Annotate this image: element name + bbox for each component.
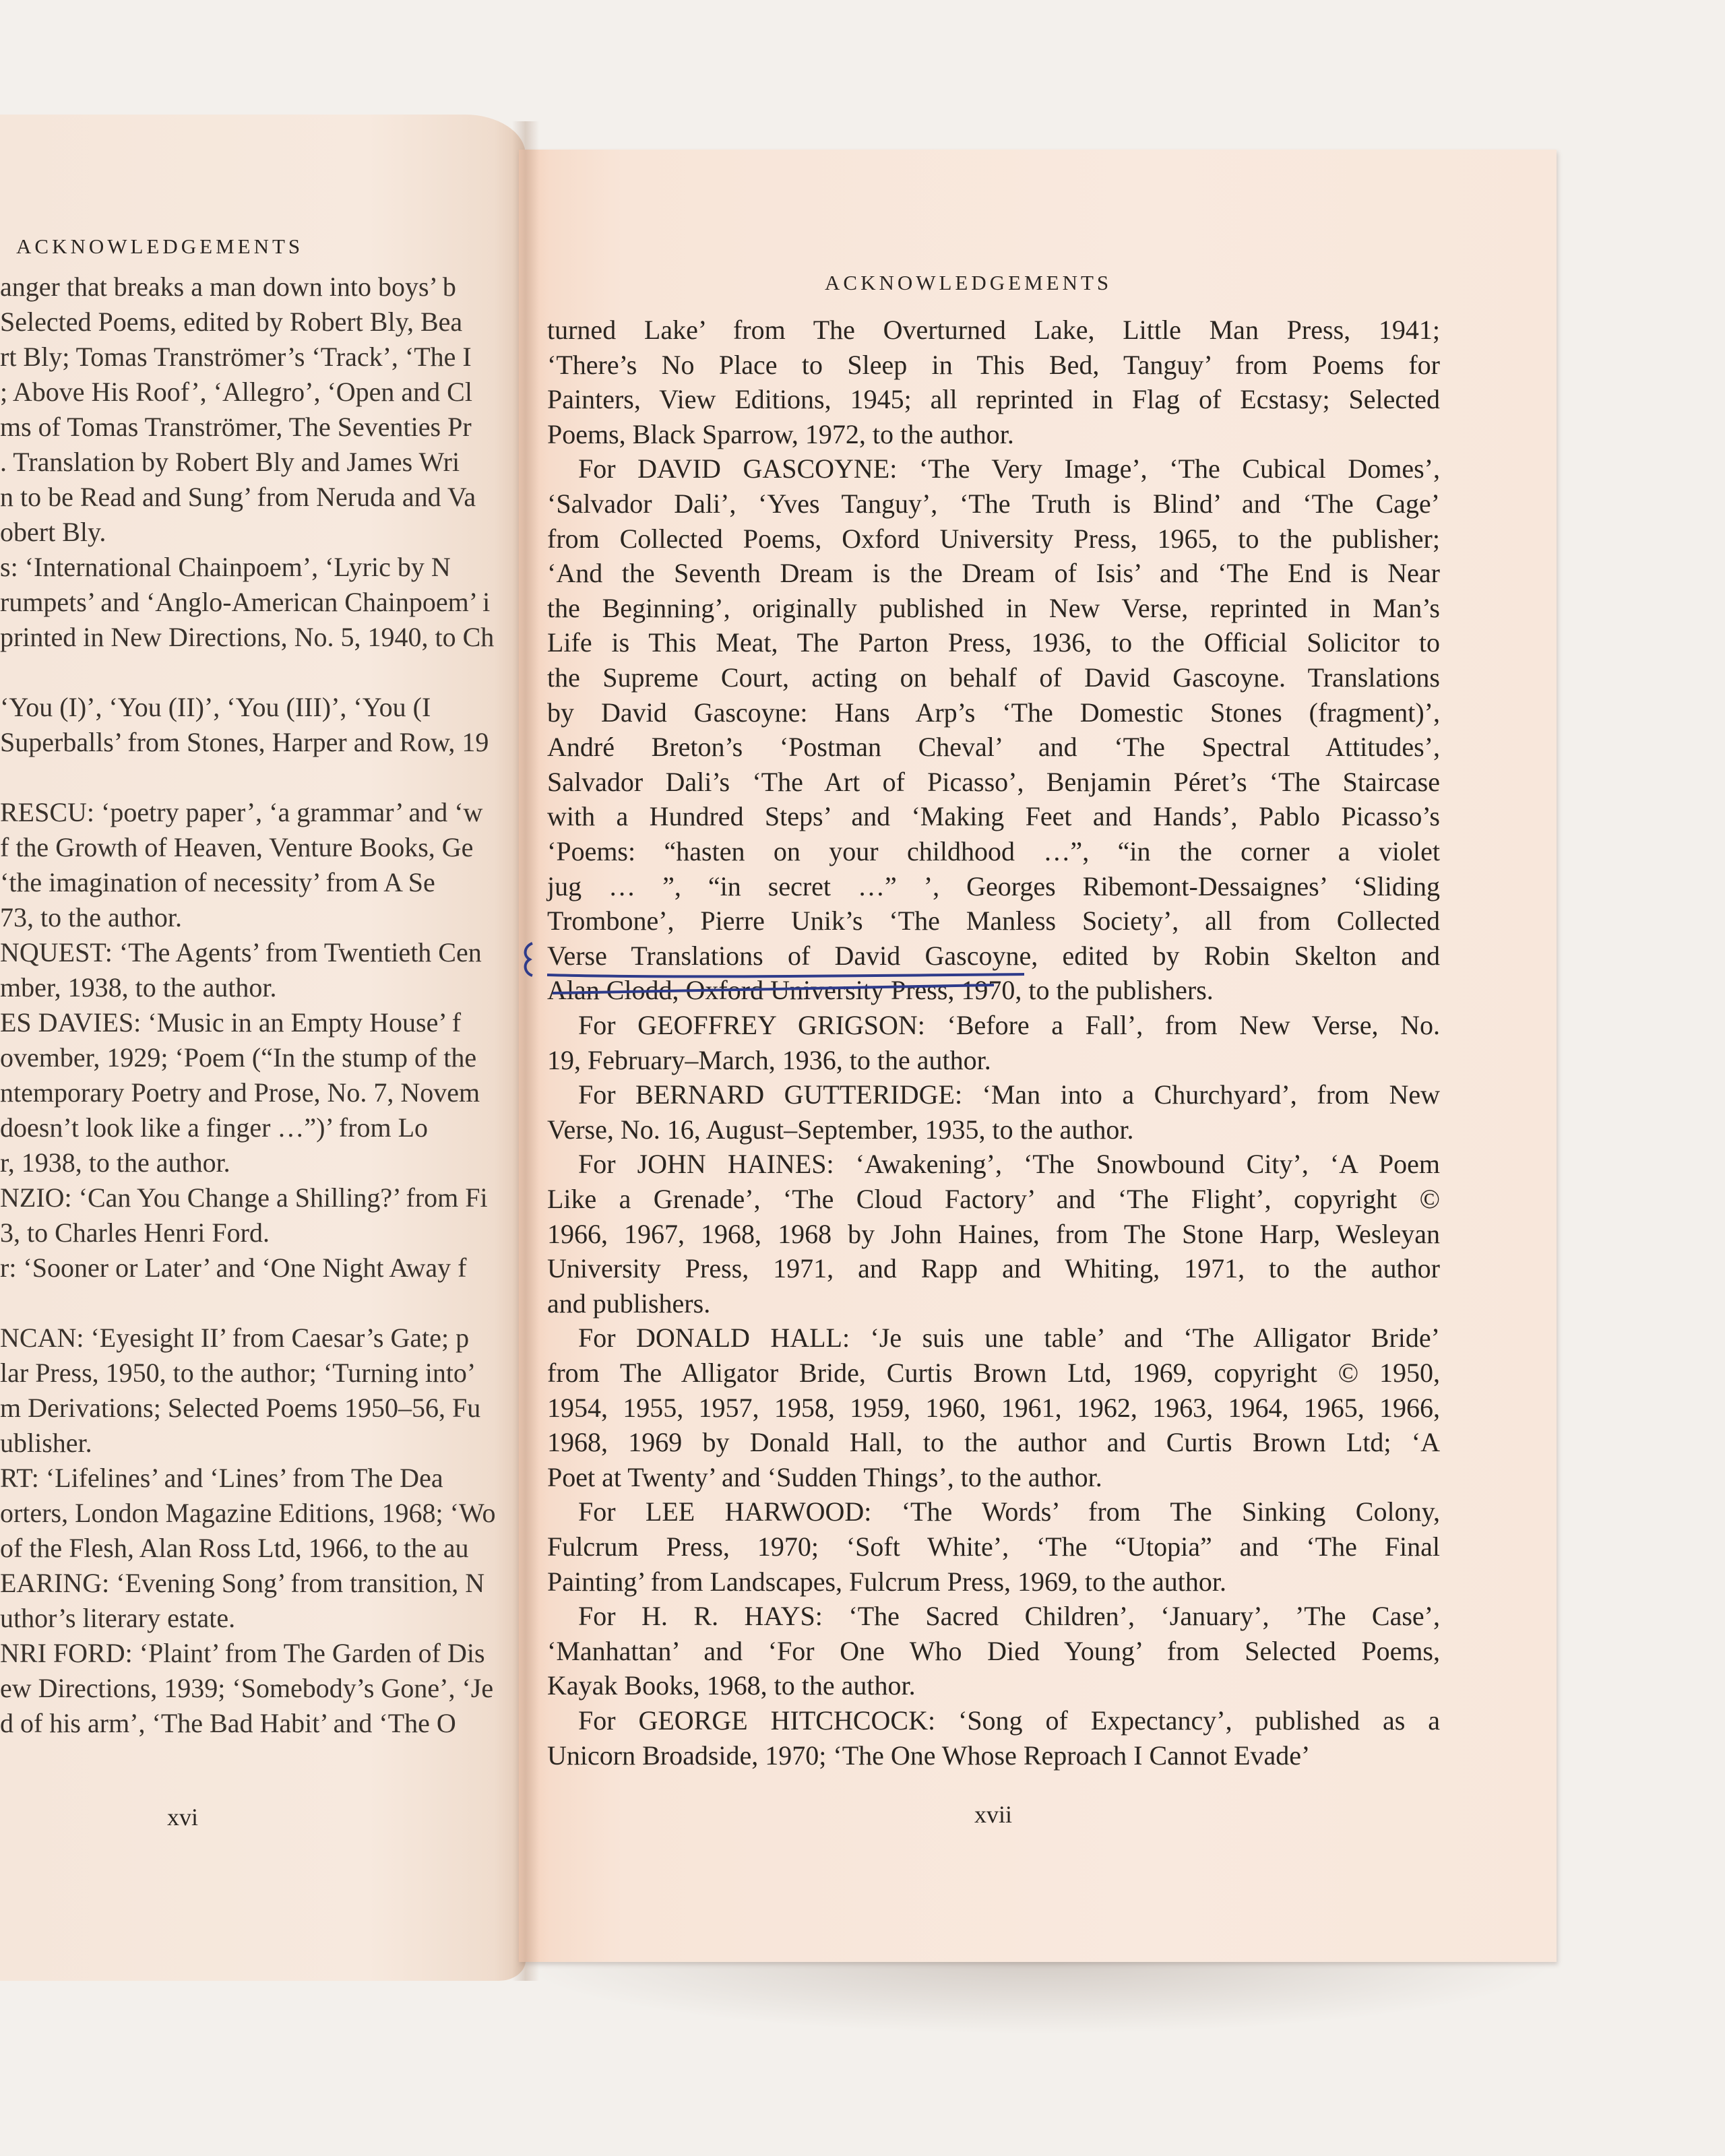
right-text-line: ‘There’s No Place to Sleep in This Bed, Tanguy’ from Poems for bbox=[547, 349, 1440, 380]
left-text-line: r, 1938, to the author. bbox=[0, 1147, 230, 1178]
left-text-line: rumpets’ and ‘Anglo-American Chainpoem’ i bbox=[0, 587, 491, 617]
left-text-line: ms of Tomas Tranströmer, The Seventies Pr bbox=[0, 412, 472, 442]
right-text-line: 1968, 1969 by Donald Hall, to the author and Curtis Brown Ltd; ‘A bbox=[547, 1427, 1440, 1458]
right-text-line: Fulcrum Press, 1970; ‘Soft White’, ‘The “Utopia” and ‘The Final bbox=[547, 1531, 1440, 1562]
right-text-line: Kayak Books, 1968, to the author. bbox=[547, 1670, 916, 1701]
left-text-line: orters, London Magazine Editions, 1968; ‘Wo bbox=[0, 1498, 496, 1528]
left-text-line: . Translation by Robert Bly and James Wri bbox=[0, 447, 460, 477]
right-text-line: For JOHN HAINES: ‘Awakening’, ‘The Snowbound City’, ‘A Poem bbox=[578, 1149, 1440, 1180]
right-text-line: Unicorn Broadside, 1970; ‘The One Whose Reproach I Cannot Evade’ bbox=[547, 1740, 1311, 1771]
right-text-line: ‘And the Seventh Dream is the Dream of Isis’ and ‘The End is Near bbox=[547, 558, 1440, 589]
left-text-line: RESCU: ‘poetry paper’, ‘a grammar’ and ‘w bbox=[0, 797, 483, 827]
right-text-line: ‘Manhattan’ and ‘For One Who Died Young’ from Selected Poems, bbox=[547, 1635, 1440, 1666]
left-text-line: ew Directions, 1939; ‘Somebody’s Gone’, ‘Je bbox=[0, 1673, 494, 1703]
right-text-line: Verse, No. 16, August–September, 1935, to the author. bbox=[547, 1114, 1134, 1145]
left-text-line: f the Growth of Heaven, Venture Books, Ge bbox=[0, 832, 474, 862]
right-text-line: For DAVID GASCOYNE: ‘The Very Image’, ‘The Cubical Domes’, bbox=[578, 453, 1440, 484]
book-gutter bbox=[512, 121, 539, 1981]
right-text-line: 19, February–March, 1936, to the author. bbox=[547, 1044, 991, 1075]
right-text-line: ‘Salvador Dali’, ‘Yves Tanguy’, ‘The Truth is Blind’ and ‘The Cage’ bbox=[547, 488, 1440, 519]
right-text-line: For LEE HARWOOD: ‘The Words’ from The Sinking Colony, bbox=[578, 1496, 1440, 1527]
right-text-line: jug … ”, “in secret …” ’, Georges Ribemont-Dessaignes’ ‘Sliding bbox=[547, 870, 1440, 901]
right-text-line: from The Alligator Bride, Curtis Brown Ltd, 1969, copyright © 1950, bbox=[547, 1358, 1440, 1388]
right-text-line: University Press, 1971, and Rapp and Whiting, 1971, to the author bbox=[547, 1253, 1440, 1284]
left-text-line: s: ‘International Chainpoem’, ‘Lyric by N bbox=[0, 552, 451, 582]
right-text-line: For GEOFFREY GRIGSON: ‘Before a Fall’, from New Verse, No. bbox=[578, 1010, 1440, 1040]
right-text-line: For BERNARD GUTTERIDGE: ‘Man into a Churchyard’, from New bbox=[578, 1079, 1440, 1110]
right-text-line: ‘Poems: “hasten on your childhood …”, “in the corner a violet bbox=[547, 836, 1440, 866]
left-text-line: NCAN: ‘Eyesight II’ from Caesar’s Gate; p bbox=[0, 1323, 470, 1353]
left-text-line: NRI FORD: ‘Plaint’ from The Garden of Dis bbox=[0, 1638, 485, 1668]
right-text-line: Painters, View Editions, 1945; all reprinted in Flag of Ecstasy; Selected bbox=[547, 384, 1440, 415]
left-text-line: ublisher. bbox=[0, 1428, 92, 1458]
left-text-line: ‘the imagination of necessity’ from A Se bbox=[0, 867, 435, 897]
left-text-line: NZIO: ‘Can You Change a Shilling?’ from Fi bbox=[0, 1182, 488, 1213]
right-text-line: from Collected Poems, Oxford University Press, 1965, to the publisher; bbox=[547, 523, 1440, 554]
right-text-line: by David Gascoyne: Hans Arp’s ‘The Domestic Stones (fragment)’, bbox=[547, 697, 1440, 728]
right-text-line: and publishers. bbox=[547, 1288, 711, 1319]
right-text-line: For DONALD HALL: ‘Je suis une table’ and ‘The Alligator Bride’ bbox=[578, 1323, 1440, 1354]
left-text-line: ES DAVIES: ‘Music in an Empty House’ f bbox=[0, 1007, 462, 1038]
left-text-line: mber, 1938, to the author. bbox=[0, 972, 277, 1003]
right-text-line: the Supreme Court, acting on behalf of David Gascoyne. Translations bbox=[547, 662, 1440, 693]
left-folio: xvi bbox=[167, 1804, 199, 1831]
left-text-line: doesn’t look like a finger …”)’ from Lo bbox=[0, 1112, 428, 1143]
left-text-line: anger that breaks a man down into boys’ b bbox=[0, 272, 456, 302]
right-text-line: Alan Clodd, Oxford University Press, 1970, to the publishers. bbox=[547, 975, 1214, 1006]
right-text-line: the Beginning’, originally published in New Verse, reprinted in Man’s bbox=[547, 592, 1440, 623]
left-text-line: NQUEST: ‘The Agents’ from Twentieth Cen bbox=[0, 937, 482, 968]
right-text-line: with a Hundred Steps’ and ‘Making Feet and Hands’, Pablo Picasso’s bbox=[547, 801, 1440, 832]
left-text-line: ntemporary Poetry and Prose, No. 7, Novem bbox=[0, 1077, 480, 1108]
right-text-line: 1954, 1955, 1957, 1958, 1959, 1960, 1961, 1962, 1963, 1964, 1965, 1966, bbox=[547, 1392, 1440, 1423]
left-text-line: obert Bly. bbox=[0, 517, 106, 547]
right-text-line: turned Lake’ from The Overturned Lake, Little Man Press, 1941; bbox=[547, 315, 1440, 345]
left-running-head: ACKNOWLEDGEMENTS bbox=[16, 234, 304, 258]
left-text-line: ‘You (I)’, ‘You (II)’, ‘You (III)’, ‘You (I bbox=[0, 692, 431, 722]
left-text-line: of the Flesh, Alan Ross Ltd, 1966, to the au bbox=[0, 1533, 469, 1563]
left-text-line: 73, to the author. bbox=[0, 902, 182, 932]
right-text-line: Salvador Dali’s ‘The Art of Picasso’, Benjamin Péret’s ‘The Staircase bbox=[547, 766, 1440, 797]
right-running-head: ACKNOWLEDGEMENTS bbox=[825, 271, 1112, 294]
left-text-line: EARING: ‘Evening Song’ from transition, N bbox=[0, 1568, 485, 1598]
right-folio: xvii bbox=[974, 1801, 1013, 1828]
left-text-line: 3, to Charles Henri Ford. bbox=[0, 1217, 270, 1248]
left-text-line: ; Above His Roof’, ‘Allegro’, ‘Open and Cl bbox=[0, 377, 472, 407]
right-text-line: Trombone’, Pierre Unik’s ‘The Manless Society’, all from Collected bbox=[547, 906, 1440, 937]
left-text-line: m Derivations; Selected Poems 1950–56, Fu bbox=[0, 1393, 481, 1423]
left-text-line: rt Bly; Tomas Tranströmer’s ‘Track’, ‘The I bbox=[0, 342, 472, 372]
left-text-line: n to be Read and Sung’ from Neruda and Va bbox=[0, 482, 476, 512]
right-text-line: For GEORGE HITCHCOCK: ‘Song of Expectancy’, published as a bbox=[578, 1705, 1440, 1736]
right-text-line: Poet at Twenty’ and ‘Sudden Things’, to the author. bbox=[547, 1461, 1102, 1492]
right-text-line: Verse Translations of David Gascoyne, edited by Robin Skelton and bbox=[547, 940, 1440, 971]
right-text-line: For H. R. HAYS: ‘The Sacred Children’, ‘January’, ’The Case’, bbox=[578, 1601, 1440, 1632]
right-text-line: Poems, Black Sparrow, 1972, to the author. bbox=[547, 418, 1014, 449]
left-text-line: Selected Poems, edited by Robert Bly, Bea bbox=[0, 307, 463, 337]
left-text-line: d of his arm’, ‘The Bad Habit’ and ‘The O bbox=[0, 1708, 456, 1738]
left-text-line: r: ‘Sooner or Later’ and ‘One Night Away f bbox=[0, 1253, 467, 1283]
right-text-line: Life is This Meat, The Parton Press, 1936, to the Official Solicitor to bbox=[547, 627, 1440, 658]
right-text-line: 1966, 1967, 1968, 1968 by John Haines, from The Stone Harp, Wesleyan bbox=[547, 1218, 1440, 1249]
left-page bbox=[0, 115, 526, 1981]
left-text-line: printed in New Directions, No. 5, 1940, to Ch bbox=[0, 622, 495, 652]
left-text-line: uthor’s literary estate. bbox=[0, 1603, 236, 1633]
left-text-line: RT: ‘Lifelines’ and ‘Lines’ from The Dea bbox=[0, 1463, 443, 1493]
right-text-line: Like a Grenade’, ‘The Cloud Factory’ and ‘The Flight’, copyright © bbox=[547, 1184, 1440, 1214]
right-text-line: André Breton’s ‘Postman Cheval’ and ‘The Spectral Attitudes’, bbox=[547, 732, 1440, 763]
left-text-line: Superballs’ from Stones, Harper and Row, 19 bbox=[0, 727, 489, 757]
left-text-line: lar Press, 1950, to the author; ‘Turning into’ bbox=[0, 1358, 476, 1388]
right-text-line: Painting’ from Landscapes, Fulcrum Press, 1969, to the author. bbox=[547, 1566, 1226, 1597]
left-text-line: ovember, 1929; ‘Poem (“In the stump of the bbox=[0, 1042, 477, 1073]
